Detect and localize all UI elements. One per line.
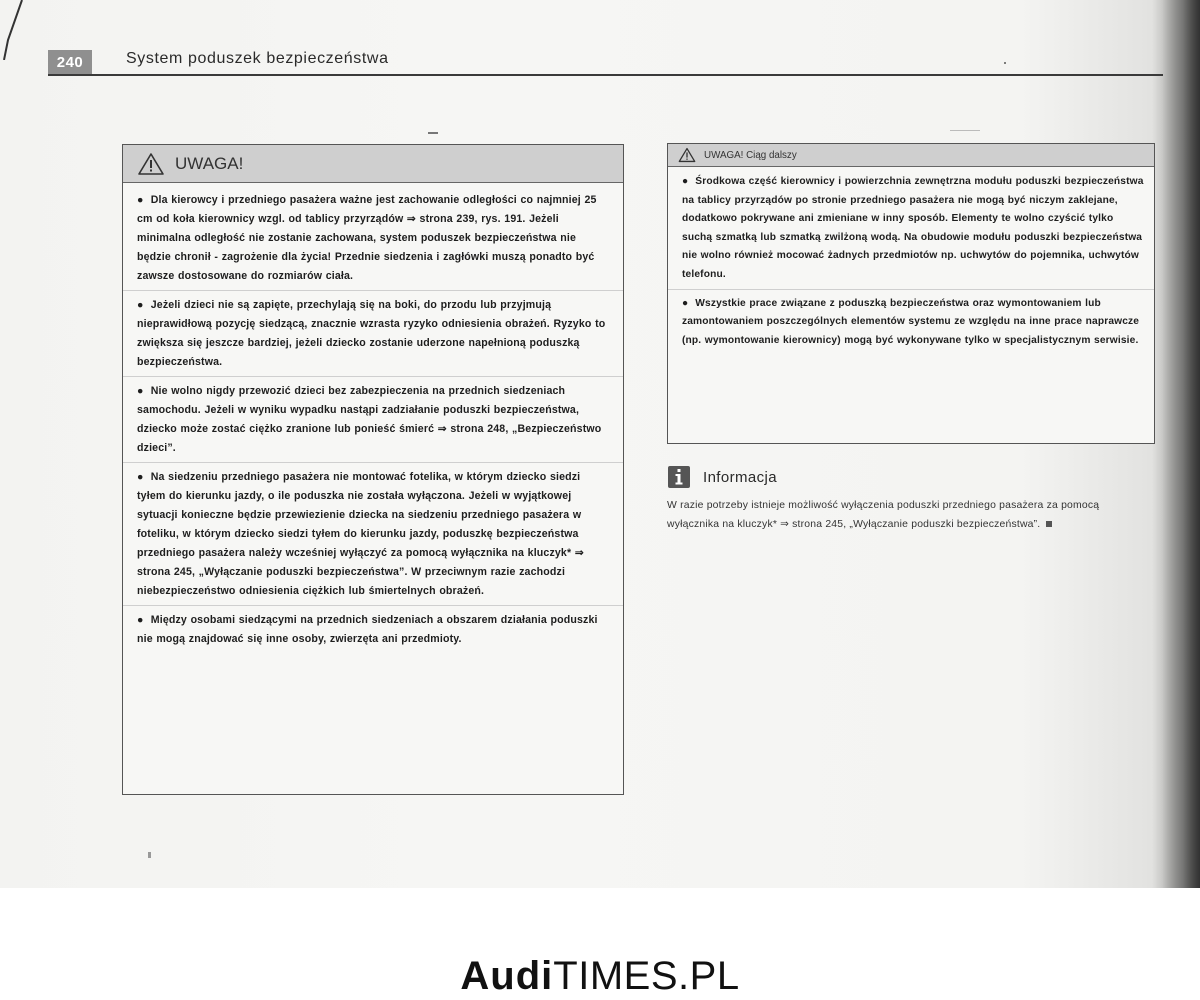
warning-label: UWAGA! Ciąg dalszy (704, 149, 797, 161)
page-title: System poduszek bezpieczeństwa (126, 50, 389, 67)
warning-header (668, 144, 1154, 167)
warning-label: UWAGA! (175, 153, 244, 173)
bullet-icon: ● (682, 176, 696, 187)
info-section (667, 465, 1147, 534)
bullet-icon: ● (137, 299, 151, 311)
info-header (667, 465, 1147, 489)
watermark-logo (0, 952, 1200, 1000)
watermark-audi: Audi (460, 954, 554, 998)
header-divider (48, 74, 1163, 76)
page-binding-shadow (1162, 0, 1200, 888)
warning-item-text: Nie wolno nigdy przewozić dzieci bez zabezpieczenia na przednich siedzeniach samochodu. Jeżeli w wyniku wypadku nastąpi zadziałanie poduszki bezpieczeństwa, dziecko może zostać ciężko zranione lub ponieść śmierć ⇒ strona 248, „Bezpieczeństwo dzieci”. (137, 385, 602, 454)
warning-body (123, 183, 623, 649)
end-of-section-icon (1046, 521, 1052, 527)
warning-item (123, 605, 623, 649)
warning-item (123, 191, 623, 286)
bullet-icon: ● (682, 297, 696, 309)
bullet-icon: ● (137, 614, 151, 626)
warning-item (668, 173, 1154, 285)
warning-item (123, 290, 623, 372)
speck (950, 130, 980, 131)
warning-item-text: Środkowa część kierownicy i powierzchnia zewnętrzna modułu poduszki bezpieczeństwa na tablicy przyrządów po stronie przedniego pasażera nie mogą być niczym zaklejane, dodatkowo pokrywane ani zmieniane w inny sposób. Elementy te wolno czyścić tylko suchą szmatką lub szmatką zwilżoną wodą. Na obudowie modułu poduszki bezpieczeństwa nie wolno również mocować żadnych przedmiotów np. uchwytów do pojemnika, uchwytów telefonu. (682, 176, 1144, 280)
watermark-times: TIMES.PL (553, 954, 740, 998)
speck (148, 852, 151, 858)
warning-item-text: Wszystkie prace związane z poduszką bezpieczeństwa oraz wymontowaniem lub zamontowaniem poszczególnych elementów systemu ze względu na inne prace naprawcze (np. wymontowanie kierownicy) mogą być wykonywane tylko w specjalistycznym serwisie. (682, 297, 1140, 346)
warning-item-text: Na siedzeniu przedniego pasażera nie montować fotelika, w którym dziecko siedzi tyłem do kierunku jazdy, o ile poduszka nie została wyłączona. Jeżeli w wyjątkowej sytuacji konieczne będzie przewiezienie dziecka na siedzeniu przedniego pasażera w foteliku, w którym dziecko siedzi tyłem do kierunku jazdy, poduszkę bezpieczeństwa przedniego pasażera należy wcześniej wyłączyć za pomocą wyłącznika na kluczyk* ⇒ strona 245, „Wyłączanie poduszki bezpieczeństwa”. W przeciwnym razie zachodzi niebezpieczeństwo odniesienia ciężkich lub śmiertelnych obrażeń. (137, 471, 584, 597)
page-number: 240 (48, 50, 92, 74)
warning-item-text: Jeżeli dzieci nie są zapięte, przechylają się na boki, do przodu lub przyjmują nieprawidłową pozycję siedzącą, znacznie wzrasta ryzyko odniesienia obrażeń. Ryzyko to zwiększa się jeszcze bardziej, jeżeli dziecko zostanie uderzone napełnioną poduszką bezpieczeństwa. (137, 299, 606, 368)
warning-box-continued (667, 143, 1155, 444)
warning-item-text: Między osobami siedzącymi na przednich siedzeniach a obszarem działania poduszki nie mogą znajdować się inne osoby, zwierzęta ani przedmioty. (137, 614, 598, 645)
warning-body (668, 167, 1154, 350)
warning-box (122, 144, 624, 795)
warning-item (668, 289, 1154, 351)
info-icon (667, 465, 691, 489)
info-text: W razie potrzeby istnieje możliwość wyłączenia poduszki przedniego pasażera za pomocą wyłącznika na kluczyk* ⇒ strona 245, „Wyłączanie poduszki bezpieczeństwa”. (667, 500, 1100, 530)
speck (1004, 62, 1006, 64)
page-corner-mark (0, 0, 36, 60)
warning-triangle-icon (678, 147, 696, 163)
speck (428, 132, 438, 134)
warning-item (123, 376, 623, 458)
bullet-icon: ● (137, 471, 151, 483)
bullet-icon: ● (137, 385, 151, 397)
warning-item-text: Dla kierowcy i przedniego pasażera ważne jest zachowanie odległości co najmniej 25 cm od koła kierownicy wzgl. od tablicy przyrządów ⇒ strona 239, rys. 191. Jeżeli minimalna odległość nie zostanie zachowana, system poduszek bezpieczeństwa nie będzie chronił - zagrożenie dla życia! Przednie siedzenia i zagłówki muszą ponadto być zawsze dostosowane do rozmiarów ciała. (137, 194, 597, 282)
info-title: Informacja (703, 468, 778, 486)
warning-triangle-icon (137, 152, 165, 176)
warning-header (123, 145, 623, 183)
bullet-icon: ● (137, 194, 151, 206)
warning-item (123, 462, 623, 601)
info-text-block (667, 497, 1147, 534)
